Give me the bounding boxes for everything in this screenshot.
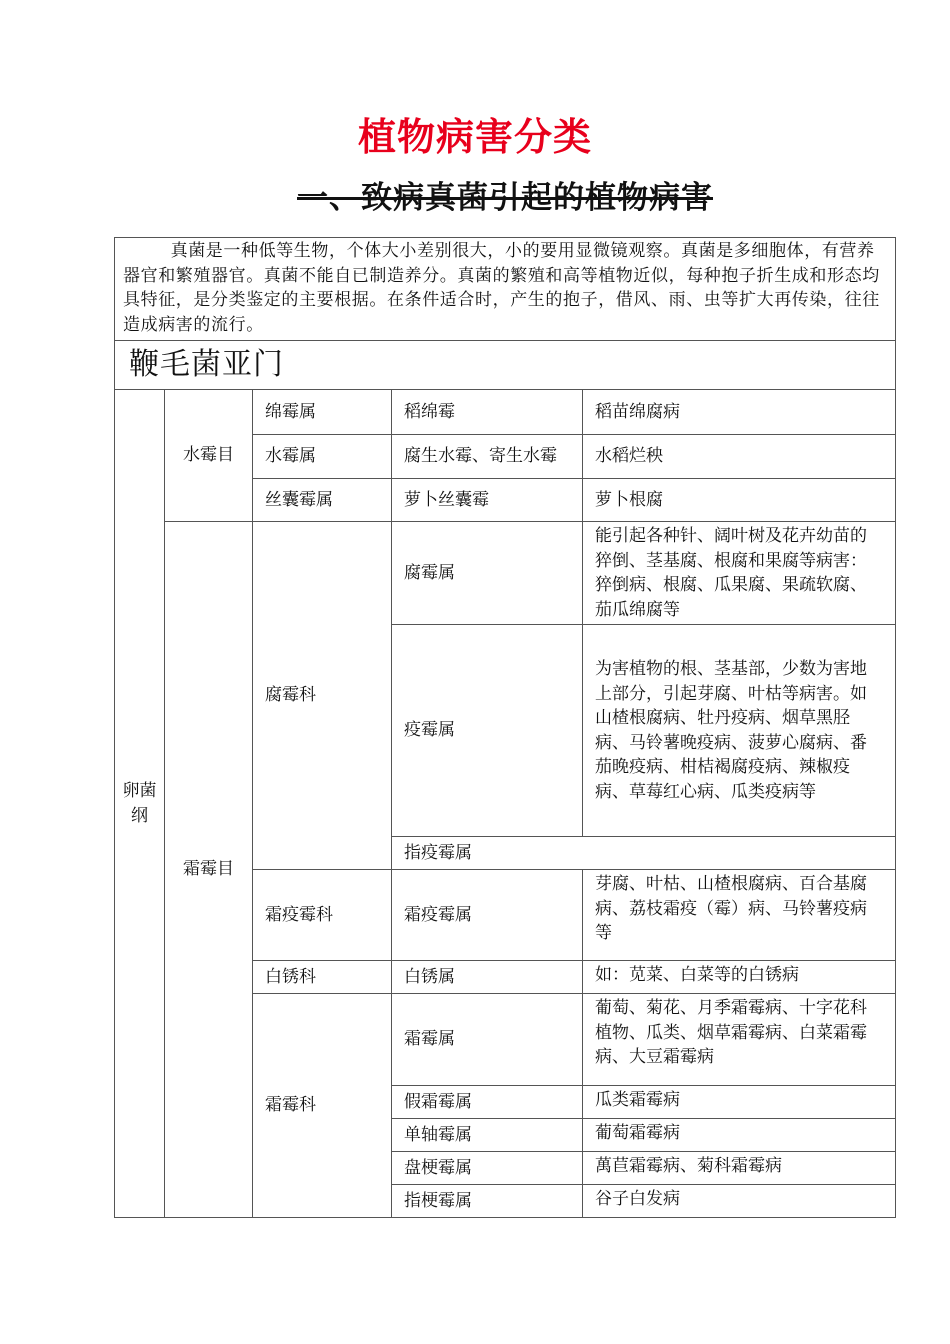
classification-table — [114, 237, 896, 1218]
class-label-line2: 纲 — [131, 805, 148, 826]
disease-cell: 水稻烂秧 — [583, 435, 896, 479]
disease-cell: 为害植物的根、茎基部，少数为害地上部分，引起芽腐、叶枯等病害。如山楂根腐病、牡丹疫病、烟草黑胫病、马铃薯晚疫病、菠萝心腐病、番茄晚疫病、柑桔褐腐疫病、辣椒疫病、草莓红心病、瓜类疫病等 — [583, 625, 896, 837]
species-cell: 萝卜丝囊霉 — [392, 479, 583, 522]
genus-cell: 指梗霉属 — [392, 1185, 583, 1218]
division-heading: 鞭毛菌亚门 — [115, 341, 896, 390]
page-title: 植物病害分类 — [357, 115, 592, 159]
disease-cell: 稻苗绵腐病 — [583, 390, 896, 435]
genus-cell: 腐霉属 — [392, 522, 583, 625]
genus-cell: 疫霉属 — [392, 625, 583, 837]
genus-cell: 盘梗霉属 — [392, 1152, 583, 1185]
disease-cell: 葡萄霜霉病 — [583, 1119, 896, 1152]
genus-cell: 霜疫霉属 — [392, 870, 583, 961]
genus-cell: 单轴霉属 — [392, 1119, 583, 1152]
section-heading: 一、致病真菌引起的植物病害 — [297, 180, 713, 216]
species-cell: 腐生水霉、寄生水霉 — [392, 435, 583, 479]
genus-cell: 丝囊霉属 — [253, 479, 392, 522]
family-albuginaceae: 白锈科 — [253, 961, 392, 994]
disease-cell: 萝卜根腐 — [583, 479, 896, 522]
disease-cell: 芽腐、叶枯、山楂根腐病、百合基腐病、荔枝霜疫（霉）病、马铃薯疫病等 — [583, 870, 896, 961]
intro-text: 真菌是一种低等生物，个体大小差别很大，小的要用显微镜观察。真菌是多细胞体，有营养器官和繁殖器官。真菌不能自已制造养分。真菌的繁殖和高等植物近似，每种抱子折生成和形态均具特征，是分类鉴定的主要根据。在条件适合时，产生的抱子，借风、雨、虫等扩大再传染，往往造成病害的流行。 — [123, 241, 880, 335]
species-cell: 稻绵霉 — [392, 390, 583, 435]
family-peronosporaceae: 霜霉科 — [253, 994, 392, 1218]
disease-cell: 葡萄、菊花、月季霜霉病、十字花科植物、瓜类、烟草霜霉病、白菜霜霉病、大豆霜霉病 — [583, 994, 896, 1086]
family-peronophythora: 霜疫霉科 — [253, 870, 392, 961]
disease-cell: 谷子白发病 — [583, 1185, 896, 1218]
disease-cell: 瓜类霜霉病 — [583, 1086, 896, 1119]
intro-cell — [115, 238, 896, 341]
genus-cell: 假霜霉属 — [392, 1086, 583, 1119]
genus-cell: 水霉属 — [253, 435, 392, 479]
genus-cell: 白锈属 — [392, 961, 583, 994]
genus-cell: 指疫霉属 — [392, 837, 896, 870]
class-cell — [115, 390, 165, 1218]
disease-cell: 萬苣霜霉病、菊科霜霉病 — [583, 1152, 896, 1185]
order-water-mold: 水霉目 — [165, 390, 253, 522]
genus-cell: 霜霉属 — [392, 994, 583, 1086]
disease-cell: 如：苋菜、白菜等的白锈病 — [583, 961, 896, 994]
disease-cell: 能引起各种针、阔叶树及花卉幼苗的猝倒、茎基腐、根腐和果腐等病害：猝倒病、根腐、瓜果腐、果疏软腐、茄瓜绵腐等 — [583, 522, 896, 625]
order-downy-mildew: 霜霉目 — [165, 522, 253, 1218]
class-label-line1: 卵菌 — [122, 781, 157, 801]
genus-cell: 绵霉属 — [253, 390, 392, 435]
family-pythiaceae: 腐霉科 — [253, 522, 392, 870]
